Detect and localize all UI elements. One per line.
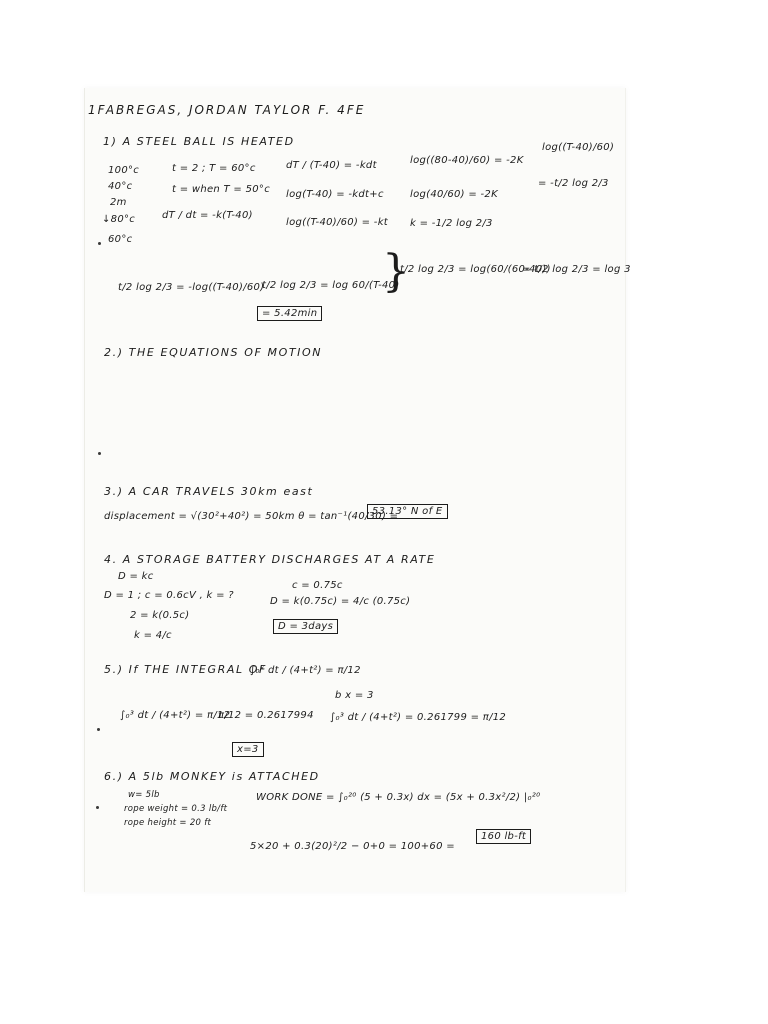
problem5-answer: x=3 (232, 742, 264, 757)
problem1-line-a: t = 2 ; T = 60°c (172, 163, 256, 174)
problem4-line6: D = k(0.75c) = 4/c (0.75c) (270, 596, 411, 607)
margin-dot (96, 806, 99, 809)
problem1-row2-d: = t/2 log 2/3 = log 3 (522, 264, 631, 275)
problem1-given-2: 40°c (108, 181, 133, 192)
margin-dot (98, 452, 101, 455)
problem1-row2-b: t/2 log 2/3 = log 60/(T-40) (262, 280, 400, 291)
problem1-eq-log2: log((T-40)/60) = -kt (286, 217, 389, 228)
problem1-given-1: 100°c (108, 165, 140, 176)
problem1-eq-right1: log((80-40)/60) = -2K (410, 155, 524, 166)
problem1-answer: = 5.42min (257, 306, 322, 321)
student-name-line: 1FABREGAS, JORDAN TAYLOR F. 4FE (88, 103, 366, 117)
problem1-given-3: 2m (110, 197, 127, 208)
problem5-work-right2: ∫₀³ dt / (4+t²) = 0.261799 = π/12 (330, 712, 507, 723)
problem6-given-3: rope height = 20 ft (124, 818, 212, 828)
problem1-given-5: 60°c (108, 234, 133, 245)
problem1-eq-far2: = -t/2 log 2/3 (538, 178, 609, 189)
problem4-title: 4. A STORAGE BATTERY DISCHARGES AT A RATE (104, 553, 436, 566)
problem1-line-b: t = when T = 50°c (172, 184, 271, 195)
problem4-line2: D = 1 ; c = 0.6cV , k = ? (104, 590, 234, 601)
problem6-title: 6.) A 5lb MONKEY is ATTACHED (104, 770, 320, 783)
problem5-title: 5.) If THE INTEGRAL OF (104, 663, 267, 676)
problem3-answer: 53.13° N of E (367, 504, 448, 519)
brace-symbol: } (382, 246, 410, 297)
problem1-eq-far1: log((T-40)/60) (542, 142, 615, 153)
problem5-work-right1: b x = 3 (335, 690, 374, 701)
problem1-row2-c: t/2 log 2/3 = log(60/(60-40)) (400, 264, 551, 275)
problem1-title: 1) A STEEL BALL IS HEATED (103, 135, 295, 148)
problem5-work-left: ∫₀³ dt / (4+t²) = π/12 (120, 710, 231, 721)
problem6-answer: 160 lb-ft (476, 829, 531, 844)
problem5-work-mid: π/12 = 0.2617994 (218, 710, 314, 721)
margin-dot (97, 728, 100, 731)
problem6-given-2: rope weight = 0.3 lb/ft (124, 804, 228, 814)
problem6-given-1: w= 5lb (128, 790, 160, 800)
problem1-eq-log1: log(T-40) = -kdt+c (286, 189, 384, 200)
problem1-eq-right3: k = -1/2 log 2/3 (410, 218, 493, 229)
problem3-title: 3.) A CAR TRAVELS 30km east (104, 485, 314, 498)
margin-dot (98, 242, 101, 245)
problem4-answer: D = 3days (273, 619, 338, 634)
problem6-calc: 5×20 + 0.3(20)²/2 − 0+0 = 100+60 = (250, 841, 455, 852)
problem1-eq-dt: dT / dt = -k(T-40) (162, 210, 253, 221)
problem4-line1: D = kc (118, 571, 154, 582)
problem4-line4: k = 4/c (134, 630, 172, 641)
problem1-eq-right2: log(40/60) = -2K (410, 189, 498, 200)
problem1-given-4: ↓80°c (102, 214, 136, 225)
problem6-work-done: WORK DONE = ∫₀²⁰ (5 + 0.3x) dx = (5x + 0.3x²/2) |₀²⁰ (256, 792, 541, 803)
problem1-eq-sep: dT / (T-40) = -kdt (286, 160, 377, 171)
problem5-integrand: ∫₀ˣ dt / (4+t²) = π/12 (250, 665, 361, 676)
problem1-row2-a: t/2 log 2/3 = -log((T-40)/60) (118, 282, 265, 293)
problem3-work: displacement = √(30²+40²) = 50km θ = tan⁻¹(40/30) = (104, 511, 399, 522)
problem4-line5: c = 0.75c (292, 580, 343, 591)
problem4-line3: 2 = k(0.5c) (130, 610, 190, 621)
problem2-title: 2.) THE EQUATIONS OF MOTION (104, 346, 323, 359)
